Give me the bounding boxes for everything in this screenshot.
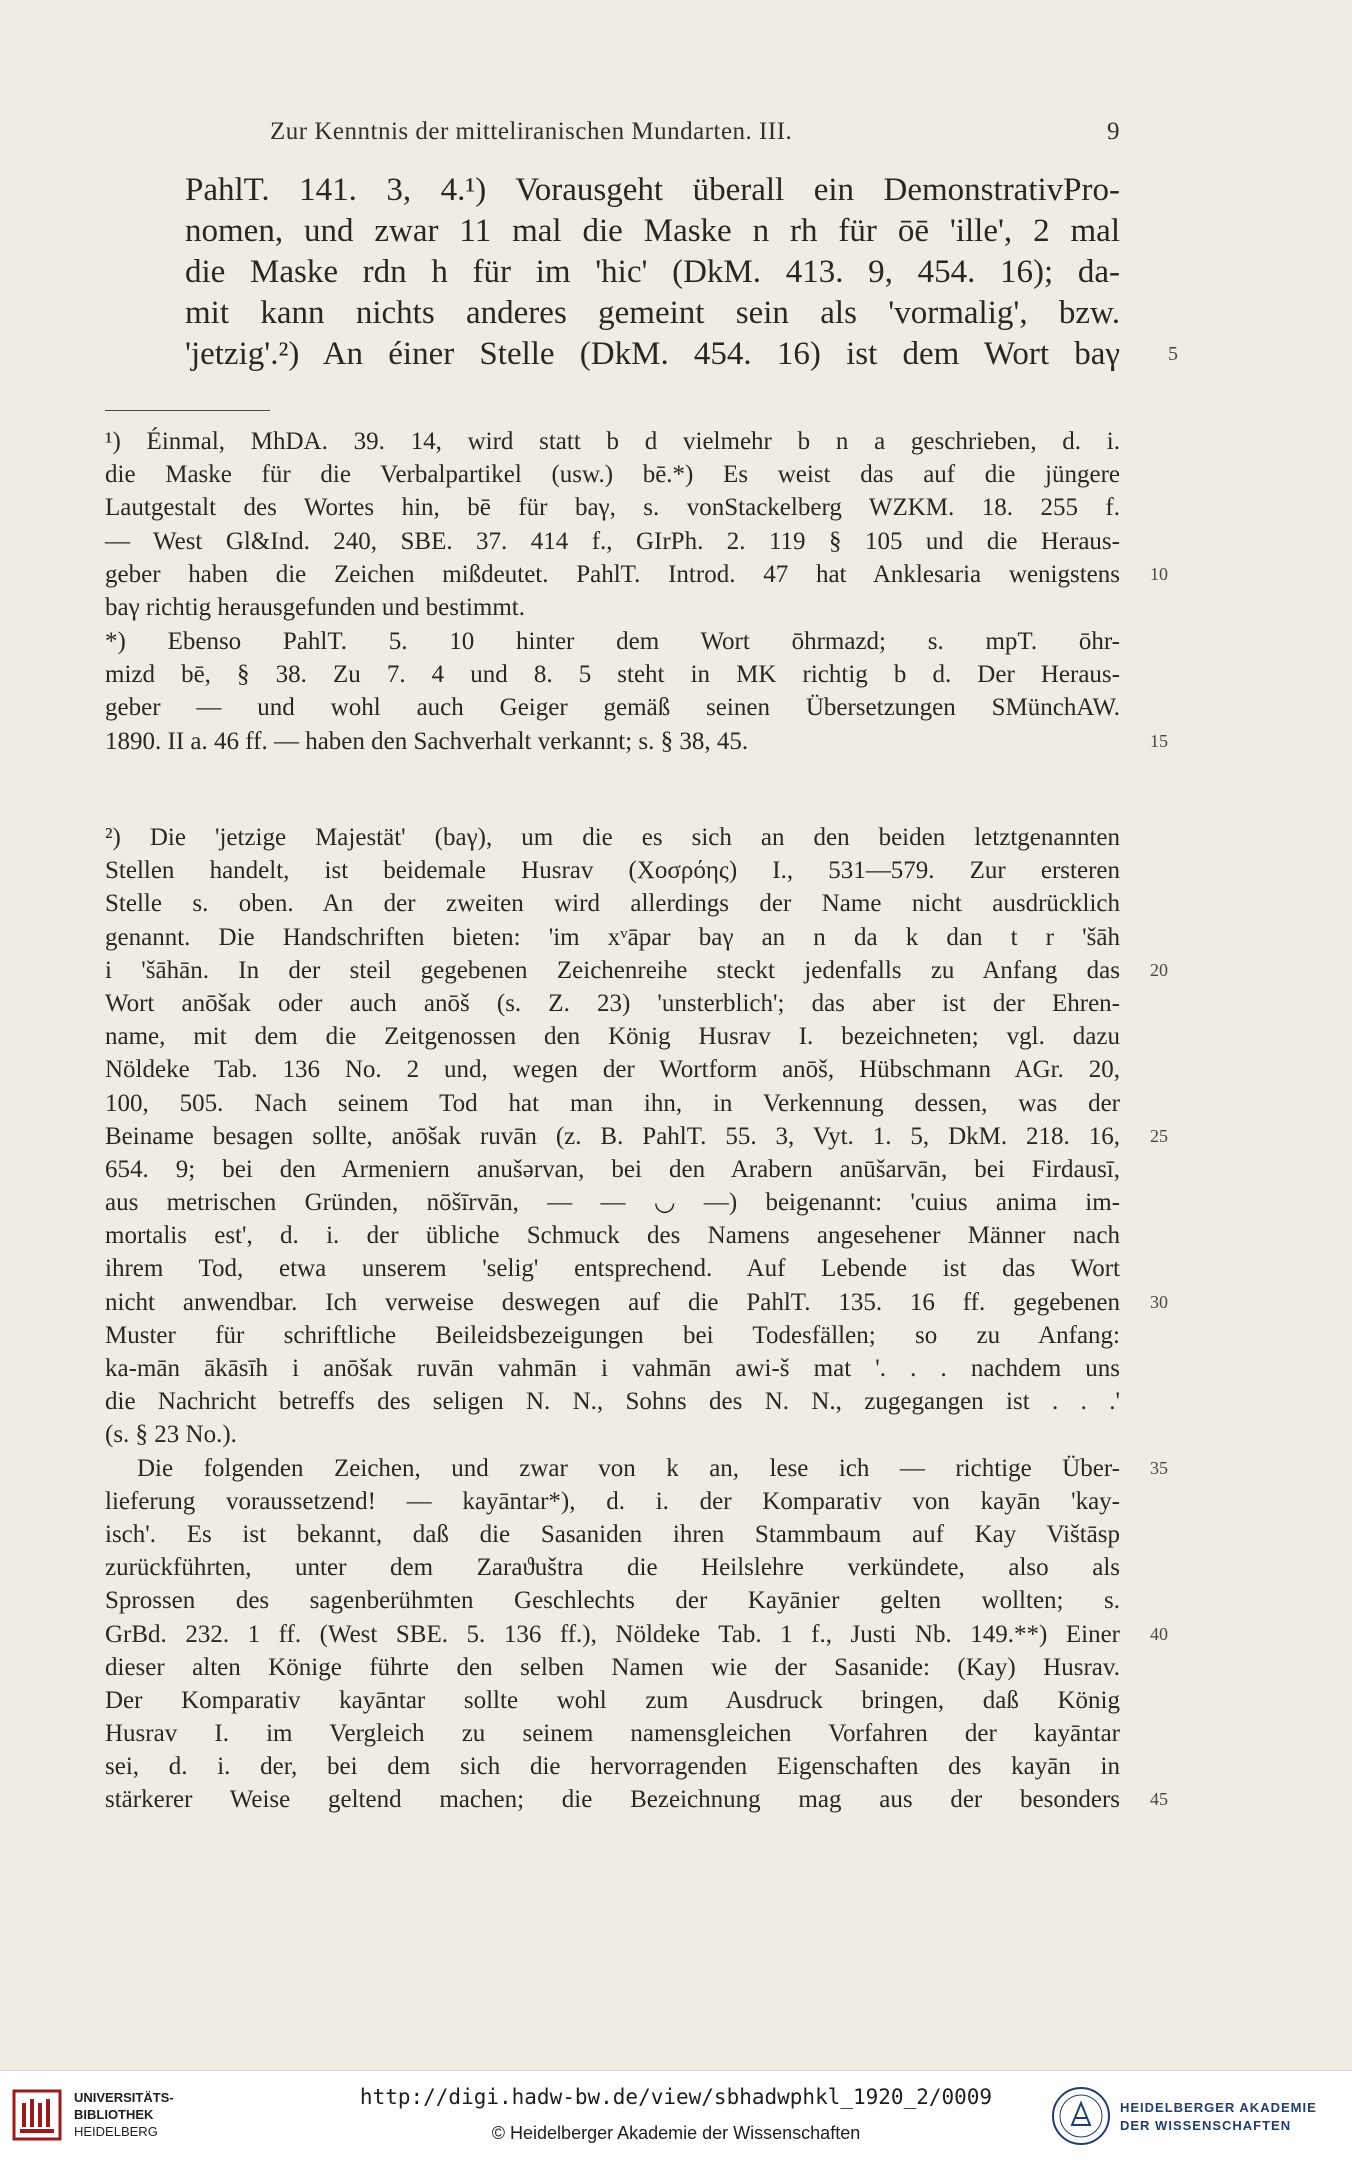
line-text: mortalis est', d. i. der übliche Schmuck des Namens angesehener Männer nach xyxy=(105,1222,1120,1250)
text-line xyxy=(105,658,1120,691)
text-line xyxy=(105,887,1120,920)
text-line xyxy=(105,1750,1120,1783)
text-line xyxy=(105,691,1120,724)
line-text: Beiname besagen sollte, anōšak ruvān (z. B. PahlT. 55. 3, Vyt. 1. 5, DkM. 218. 16, xyxy=(105,1122,1120,1150)
text-line xyxy=(105,1020,1120,1053)
footnote-star xyxy=(105,625,1168,758)
line-text: die Maske rdn h für im 'hic' (DkM. 413. 9, 454. 16); da- xyxy=(185,254,1120,290)
line-text: Nöldeke Tab. 136 No. 2 und, wegen der Wortform anōš, Hübschmann AGr. 20, xyxy=(105,1056,1120,1084)
line-text: ka-mān ākāsīh i anōšak ruvān vahmān i vahmān awi-š mat '. . . nachdem uns xyxy=(105,1355,1120,1382)
text-line xyxy=(105,591,1120,624)
line-text: stärkerer Weise geltend machen; die Bezeichnung mag aus der besonders xyxy=(105,1786,1120,1814)
text-line xyxy=(105,854,1120,887)
line-text: aus metrischen Gründen, nōšīrvān, — — ◡ —) beigenannt: 'cuius anima im- xyxy=(105,1189,1120,1217)
text-line xyxy=(105,1618,1168,1651)
line-text: geber — und wohl auch Geiger gemäß seinen Übersetzungen SMünchAW. xyxy=(105,694,1120,722)
text-line xyxy=(105,1319,1120,1352)
text-line xyxy=(185,211,1120,252)
line-text: genannt. Die Handschriften bieten: 'im xᵛāpar baγ an n da k dan t r 'šāh xyxy=(105,923,1120,951)
line-text: Lautgestalt des Wortes hin, bē für baγ, s. vonStackelberg WZKM. 18. 255 f. xyxy=(105,494,1120,522)
line-text: die Nachricht betreffs des seligen N. N., Sohns des N. N., zugegangen ist . . .' xyxy=(105,1388,1120,1416)
margin-line-number: 15 xyxy=(1150,730,1168,751)
margin-line-number: 45 xyxy=(1150,1789,1168,1810)
line-text: sei, d. i. der, bei dem sich die hervorragenden Eigenschaften des kayān in xyxy=(105,1753,1120,1781)
line-text: 654. 9; bei den Armeniern anušərvan, bei den Arabern anūšarvān, bei Firdausī, xyxy=(105,1155,1120,1183)
line-text: name, mit dem die Zeitgenossen den König Husrav I. bezeichneten; vgl. dazu xyxy=(105,1023,1120,1051)
running-title: Zur Kenntnis der mitteliranischen Mundarten. III. xyxy=(270,118,793,145)
margin-line-number: 5 xyxy=(1168,343,1178,365)
text-line xyxy=(105,1087,1120,1120)
line-text: Stellen handelt, ist beidemale Husrav (Χοσρόης) I., 531—579. Zur ersteren xyxy=(105,857,1120,885)
line-text: (s. § 23 No.). xyxy=(105,1421,237,1449)
page-number: 9 xyxy=(1107,118,1120,145)
text-line xyxy=(105,1418,1120,1451)
line-text: baγ richtig herausgefunden und bestimmt. xyxy=(105,593,525,621)
text-line xyxy=(105,625,1120,658)
text-line xyxy=(105,1651,1120,1684)
library-logo-line-2: BIBLIOTHEK xyxy=(74,2107,154,2122)
text-line xyxy=(105,1385,1120,1418)
footer-bar xyxy=(0,2070,1352,2162)
line-text: Der Komparativ kayāntar sollte wohl zum Ausdruck bringen, daß König xyxy=(105,1686,1120,1714)
text-line xyxy=(185,334,1178,375)
line-text: geber haben die Zeichen mißdeutet. PahlT. Introd. 47 hat Anklesaria wenigstens xyxy=(105,560,1120,588)
line-text: mizd bē, § 38. Zu 7. 4 und 8. 5 steht in MK richtig b d. Der Heraus- xyxy=(105,661,1120,689)
line-text: Die folgenden Zeichen, und zwar von k an, lese ich — richtige Über- xyxy=(137,1454,1120,1482)
line-text: PahlT. 141. 3, 4.¹) Vorausgeht überall ein DemonstrativPro- xyxy=(185,172,1120,208)
text-line xyxy=(105,558,1168,591)
line-text: GrBd. 232. 1 ff. (West SBE. 5. 136 ff.), Nöldeke Tab. 1 f., Justi Nb. 149.**) Einer xyxy=(105,1620,1120,1648)
academy-logo-line-2: DER WISSENSCHAFTEN xyxy=(1120,2118,1292,2133)
line-text: 100, 505. Nach seinem Tod hat man ihn, in Verkennung dessen, was der xyxy=(105,1089,1120,1117)
text-line xyxy=(105,725,1168,758)
footnote-2 xyxy=(105,821,1168,1817)
text-line xyxy=(185,252,1120,293)
text-line xyxy=(185,170,1120,211)
text-line xyxy=(105,1485,1120,1518)
margin-line-number: 40 xyxy=(1150,1623,1168,1644)
academy-seal-icon xyxy=(1050,2085,1112,2147)
text-line xyxy=(105,1352,1120,1385)
text-line xyxy=(105,1717,1120,1750)
line-text: 'jetzig'.²) An éiner Stelle (DkM. 454. 16) ist dem Wort baγ xyxy=(185,336,1120,372)
text-line xyxy=(105,491,1120,524)
permalink-url[interactable]: http://digi.hadw-bw.de/view/sbhadwphkl_1920_2/0009 xyxy=(359,2085,993,2109)
text-line xyxy=(105,987,1120,1020)
text-line xyxy=(105,1219,1120,1252)
library-logo-line-1: UNIVERSITÄTS- xyxy=(74,2090,174,2105)
academy-logo-line-1: HEIDELBERGER AKADEMIE xyxy=(1120,2100,1317,2115)
margin-line-number: 10 xyxy=(1150,563,1168,584)
line-text: die Maske für die Verbalpartikel (usw.) bē.*) Es weist das auf die jüngere xyxy=(105,461,1120,489)
text-line xyxy=(185,293,1120,334)
text-line xyxy=(105,1153,1120,1186)
line-text: nomen, und zwar 11 mal die Maske n rh für ōē 'ille', 2 mal xyxy=(185,213,1120,249)
text-line xyxy=(105,1684,1120,1717)
line-text: Husrav I. im Vergleich zu seinem namensgleichen Vorfahren der kayāntar xyxy=(105,1720,1120,1748)
line-text: i 'šāhān. In der steil gegebenen Zeichenreihe steckt jedenfalls zu Anfang das xyxy=(105,956,1120,984)
line-text: Muster für schriftliche Beileidsbezeigungen bei Todesfällen; so zu Anfang: xyxy=(105,1321,1120,1349)
line-text: 1890. II a. 46 ff. — haben den Sachverhalt verkannt; s. § 38, 45. xyxy=(105,727,749,755)
academy-logo[interactable] xyxy=(1050,2085,1350,2149)
text-line xyxy=(105,1186,1120,1219)
line-text: ihrem Tod, etwa unserem 'selig' entsprechend. Auf Lebende ist das Wort xyxy=(105,1255,1120,1283)
text-line xyxy=(105,954,1168,987)
margin-line-number: 35 xyxy=(1150,1457,1168,1478)
text-line xyxy=(105,1286,1168,1319)
line-text: isch'. Es ist bekannt, daß die Sasaniden ihren Stammbaum auf Kay Vištāsp xyxy=(105,1520,1120,1548)
line-text: *) Ebenso PahlT. 5. 10 hinter dem Wort ōhrmazd; s. mpT. ōhr- xyxy=(105,628,1120,655)
library-logo-line-3: HEIDELBERG xyxy=(74,2124,158,2139)
line-text: dieser alten Könige führte den selben Namen wie der Sasanide: (Kay) Husrav. xyxy=(105,1653,1120,1681)
text-line xyxy=(105,458,1120,491)
main-text xyxy=(185,170,1178,375)
line-text: — West Gl&Ind. 240, SBE. 37. 414 f., GIrPh. 2. 119 § 105 und die Heraus- xyxy=(105,527,1120,555)
line-text: mit kann nichts anderes gemeint sein als 'vormalig', bzw. xyxy=(185,295,1120,331)
text-line xyxy=(105,1518,1120,1551)
margin-line-number: 25 xyxy=(1150,1125,1168,1146)
line-text: ¹) Éinmal, MhDA. 39. 14, wird statt b d vielmehr b n a geschrieben, d. i. xyxy=(105,428,1120,455)
text-line xyxy=(105,1053,1120,1086)
text-line xyxy=(105,1252,1120,1285)
margin-line-number: 30 xyxy=(1150,1291,1168,1312)
text-line xyxy=(105,1584,1120,1617)
line-text: Wort anōšak oder auch anōš (s. Z. 23) 'unsterblich'; das aber ist der Ehren- xyxy=(105,989,1120,1017)
line-text: zurückführten, unter dem Zaraϑuštra die Heilslehre verkündete, also als xyxy=(105,1554,1120,1582)
line-text: ²) Die 'jetzige Majestät' (baγ), um die es sich an den beiden letztgenannten xyxy=(105,824,1120,851)
line-text: lieferung voraussetzend! — kayāntar*), d. i. der Komparativ von kayān 'kay- xyxy=(105,1487,1120,1515)
text-line xyxy=(105,1120,1168,1153)
text-line xyxy=(105,525,1120,558)
copyright-notice: © Heidelberger Akademie der Wissenschaften xyxy=(491,2123,861,2143)
text-line xyxy=(105,1452,1168,1485)
running-header xyxy=(270,118,1120,146)
footnote-rule xyxy=(105,410,270,411)
text-line xyxy=(105,1551,1120,1584)
line-text: Stelle s. oben. An der zweiten wird allerdings der Name nicht ausdrücklich xyxy=(105,890,1120,918)
line-text: Sprossen des sagenberühmten Geschlechts der Kayānier gelten wollten; s. xyxy=(105,1587,1120,1615)
text-line xyxy=(105,425,1120,458)
footnote-1 xyxy=(105,425,1168,624)
line-text: nicht anwendbar. Ich verweise deswegen auf die PahlT. 135. 16 ff. gegebenen xyxy=(105,1288,1120,1316)
text-line xyxy=(105,1783,1168,1816)
margin-line-number: 20 xyxy=(1150,959,1168,980)
text-line xyxy=(105,921,1120,954)
text-line xyxy=(105,821,1120,854)
